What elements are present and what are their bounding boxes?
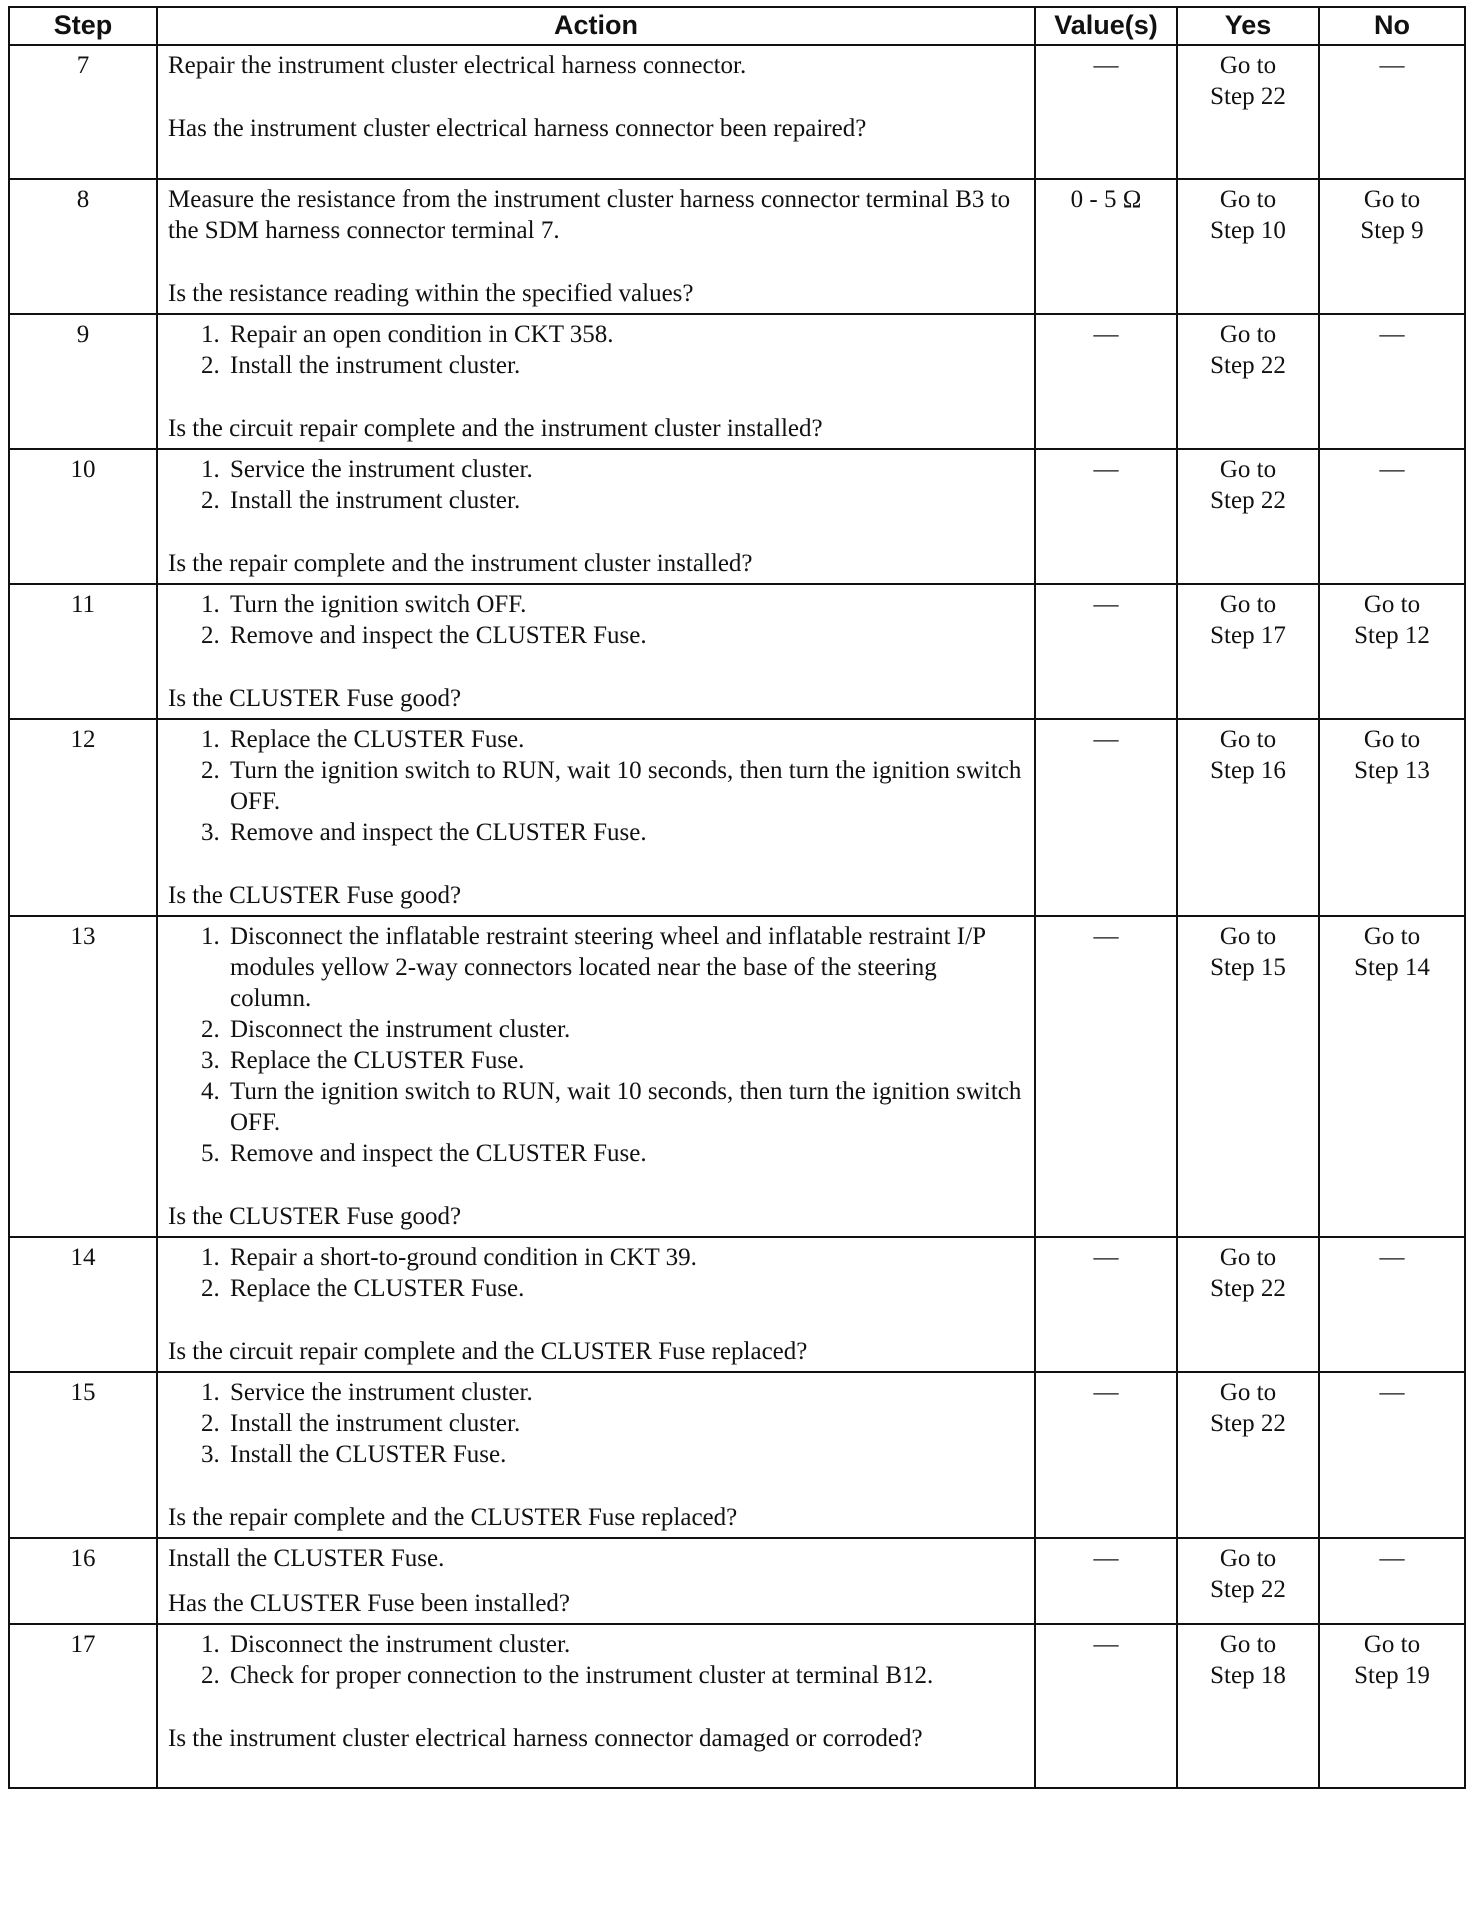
no-cell bbox=[1319, 179, 1465, 314]
action-cell bbox=[157, 719, 1035, 916]
step-number: 10 bbox=[9, 449, 157, 584]
action-step: 1. Repair a short-to-ground condition in CKT 39. bbox=[226, 1242, 1024, 1273]
action-cell bbox=[157, 1538, 1035, 1624]
goto-label: Go to bbox=[1219, 1244, 1277, 1271]
action-step: 1. Turn the ignition switch OFF. bbox=[226, 589, 1024, 620]
no-cell: — bbox=[1319, 1372, 1465, 1538]
value-cell: — bbox=[1035, 449, 1177, 584]
step-number: 17 bbox=[9, 1624, 157, 1788]
action-step: 2. Remove and inspect the CLUSTER Fuse. bbox=[226, 620, 1024, 651]
goto-label: Go to bbox=[1219, 52, 1277, 79]
yes-cell bbox=[1177, 449, 1319, 584]
action-question: Is the circuit repair complete and the CLUSTER Fuse replaced? bbox=[168, 1338, 808, 1365]
value-cell: — bbox=[1035, 1538, 1177, 1624]
goto-step: Step 22 bbox=[1210, 352, 1286, 379]
goto-step: Step 10 bbox=[1210, 217, 1286, 244]
value-cell: — bbox=[1035, 1237, 1177, 1372]
action-question: Is the repair complete and the instrument cluster installed? bbox=[168, 550, 753, 577]
table-header bbox=[9, 7, 1465, 45]
action-question: Is the instrument cluster electrical harness connector damaged or corroded? bbox=[168, 1725, 923, 1752]
action-step: 2. Check for proper connection to the instrument cluster at terminal B12. bbox=[226, 1660, 1024, 1691]
no-cell bbox=[1319, 719, 1465, 916]
goto-step: Step 19 bbox=[1354, 1662, 1430, 1689]
action-step: 1. Replace the CLUSTER Fuse. bbox=[226, 724, 1024, 755]
table-row bbox=[9, 1538, 1465, 1624]
goto-step: Step 22 bbox=[1210, 487, 1286, 514]
step-number: 13 bbox=[9, 916, 157, 1237]
no-cell bbox=[1319, 1624, 1465, 1788]
step-number: 8 bbox=[9, 179, 157, 314]
goto-label: Go to bbox=[1219, 186, 1277, 213]
action-steps bbox=[168, 1629, 1024, 1691]
action-text: Install the CLUSTER Fuse. bbox=[168, 1545, 445, 1572]
yes-cell bbox=[1177, 1538, 1319, 1624]
no-cell: — bbox=[1319, 45, 1465, 179]
goto-label: Go to bbox=[1219, 1631, 1277, 1658]
goto-step: Step 14 bbox=[1354, 954, 1430, 981]
goto-step: Step 22 bbox=[1210, 1576, 1286, 1603]
no-cell: — bbox=[1319, 1538, 1465, 1624]
action-cell bbox=[157, 449, 1035, 584]
action-question: Is the repair complete and the CLUSTER Fuse replaced? bbox=[168, 1504, 738, 1531]
action-step: 2. Install the instrument cluster. bbox=[226, 1408, 1024, 1439]
goto-step: Step 22 bbox=[1210, 1410, 1286, 1437]
action-cell bbox=[157, 916, 1035, 1237]
goto-step: Step 9 bbox=[1360, 217, 1424, 244]
value-cell: — bbox=[1035, 1372, 1177, 1538]
action-question: Is the resistance reading within the specified values? bbox=[168, 280, 694, 307]
yes-cell bbox=[1177, 1372, 1319, 1538]
action-step: 3. Remove and inspect the CLUSTER Fuse. bbox=[226, 817, 1024, 848]
action-text: Repair the instrument cluster electrical harness connector. bbox=[168, 52, 747, 79]
action-step: 1. Repair an open condition in CKT 358. bbox=[226, 319, 1024, 350]
table-row bbox=[9, 1237, 1465, 1372]
goto-label: Go to bbox=[1363, 186, 1421, 213]
value-cell: — bbox=[1035, 719, 1177, 916]
goto-step: Step 16 bbox=[1210, 757, 1286, 784]
yes-cell bbox=[1177, 45, 1319, 179]
goto-step: Step 17 bbox=[1210, 622, 1286, 649]
value-cell: — bbox=[1035, 314, 1177, 449]
goto-step: Step 15 bbox=[1210, 954, 1286, 981]
goto-label: Go to bbox=[1363, 923, 1421, 950]
action-question: Is the CLUSTER Fuse good? bbox=[168, 882, 462, 909]
goto-step: Step 12 bbox=[1354, 622, 1430, 649]
goto-step: Step 18 bbox=[1210, 1662, 1286, 1689]
no-cell: — bbox=[1319, 449, 1465, 584]
action-step: 1. Service the instrument cluster. bbox=[226, 1377, 1024, 1408]
header-row bbox=[9, 7, 1465, 45]
action-question: Is the CLUSTER Fuse good? bbox=[168, 685, 462, 712]
yes-cell bbox=[1177, 314, 1319, 449]
yes-cell bbox=[1177, 584, 1319, 719]
action-step: 1. Disconnect the inflatable restraint steering wheel and inflatable restraint I/P modules yellow 2-way connectors located near the base of the steering column. bbox=[226, 921, 1024, 1014]
action-step: 3. Install the CLUSTER Fuse. bbox=[226, 1439, 1024, 1470]
step-number: 7 bbox=[9, 45, 157, 179]
action-steps bbox=[168, 454, 1024, 516]
step-number: 9 bbox=[9, 314, 157, 449]
goto-step: Step 13 bbox=[1354, 757, 1430, 784]
action-step: 2. Disconnect the instrument cluster. bbox=[226, 1014, 1024, 1045]
action-steps bbox=[168, 1242, 1024, 1304]
action-question: Has the instrument cluster electrical harness connector been repaired? bbox=[168, 115, 867, 142]
yes-cell bbox=[1177, 1237, 1319, 1372]
action-cell bbox=[157, 584, 1035, 719]
action-step: 2. Turn the ignition switch to RUN, wait 10 seconds, then turn the ignition switch OFF. bbox=[226, 755, 1024, 817]
action-steps bbox=[168, 589, 1024, 651]
action-step: 5. Remove and inspect the CLUSTER Fuse. bbox=[226, 1138, 1024, 1169]
action-cell bbox=[157, 179, 1035, 314]
action-step: 2. Replace the CLUSTER Fuse. bbox=[226, 1273, 1024, 1304]
action-cell bbox=[157, 1237, 1035, 1372]
goto-label: Go to bbox=[1219, 456, 1277, 483]
header-action: Action bbox=[157, 7, 1035, 45]
header-step: Step bbox=[9, 7, 157, 45]
action-question: Is the circuit repair complete and the instrument cluster installed? bbox=[168, 415, 823, 442]
table-body bbox=[9, 45, 1465, 1788]
value-cell: — bbox=[1035, 1624, 1177, 1788]
goto-label: Go to bbox=[1219, 1379, 1277, 1406]
yes-cell bbox=[1177, 719, 1319, 916]
action-step: 2. Install the instrument cluster. bbox=[226, 485, 1024, 516]
goto-label: Go to bbox=[1219, 591, 1277, 618]
action-steps bbox=[168, 1377, 1024, 1470]
table-row bbox=[9, 1372, 1465, 1538]
table-row bbox=[9, 719, 1465, 916]
step-number: 16 bbox=[9, 1538, 157, 1624]
yes-cell bbox=[1177, 179, 1319, 314]
yes-cell bbox=[1177, 916, 1319, 1237]
table-row bbox=[9, 314, 1465, 449]
header-values: Value(s) bbox=[1035, 7, 1177, 45]
goto-label: Go to bbox=[1219, 1545, 1277, 1572]
action-step: 4. Turn the ignition switch to RUN, wait 10 seconds, then turn the ignition switch OFF. bbox=[226, 1076, 1024, 1138]
goto-label: Go to bbox=[1219, 321, 1277, 348]
action-question: Has the CLUSTER Fuse been installed? bbox=[168, 1590, 571, 1617]
action-steps bbox=[168, 921, 1024, 1169]
goto-label: Go to bbox=[1363, 591, 1421, 618]
table-row bbox=[9, 45, 1465, 179]
value-cell: — bbox=[1035, 916, 1177, 1237]
goto-step: Step 22 bbox=[1210, 83, 1286, 110]
action-step: 2. Install the instrument cluster. bbox=[226, 350, 1024, 381]
action-cell bbox=[157, 1372, 1035, 1538]
step-number: 14 bbox=[9, 1237, 157, 1372]
action-question: Is the CLUSTER Fuse good? bbox=[168, 1203, 462, 1230]
action-text: Measure the resistance from the instrument cluster harness connector terminal B3 to the SDM harness connector terminal 7. bbox=[168, 186, 1011, 244]
goto-step: Step 22 bbox=[1210, 1275, 1286, 1302]
no-cell: — bbox=[1319, 1237, 1465, 1372]
action-step: 3. Replace the CLUSTER Fuse. bbox=[226, 1045, 1024, 1076]
table-row bbox=[9, 179, 1465, 314]
header-no: No bbox=[1319, 7, 1465, 45]
value-cell: — bbox=[1035, 45, 1177, 179]
goto-label: Go to bbox=[1363, 726, 1421, 753]
table-row bbox=[9, 584, 1465, 719]
no-cell bbox=[1319, 916, 1465, 1237]
value-cell: — bbox=[1035, 584, 1177, 719]
action-cell bbox=[157, 45, 1035, 179]
step-number: 12 bbox=[9, 719, 157, 916]
goto-label: Go to bbox=[1363, 1631, 1421, 1658]
no-cell: — bbox=[1319, 314, 1465, 449]
step-number: 11 bbox=[9, 584, 157, 719]
action-cell bbox=[157, 314, 1035, 449]
header-yes: Yes bbox=[1177, 7, 1319, 45]
table-row bbox=[9, 1624, 1465, 1788]
action-cell bbox=[157, 1624, 1035, 1788]
step-number: 15 bbox=[9, 1372, 157, 1538]
value-cell: 0 - 5 Ω bbox=[1035, 179, 1177, 314]
action-steps bbox=[168, 319, 1024, 381]
yes-cell bbox=[1177, 1624, 1319, 1788]
action-step: 1. Service the instrument cluster. bbox=[226, 454, 1024, 485]
action-steps bbox=[168, 724, 1024, 848]
diagnostic-table bbox=[8, 6, 1466, 1789]
goto-label: Go to bbox=[1219, 726, 1277, 753]
table-row bbox=[9, 916, 1465, 1237]
action-step: 1. Disconnect the instrument cluster. bbox=[226, 1629, 1024, 1660]
goto-label: Go to bbox=[1219, 923, 1277, 950]
no-cell bbox=[1319, 584, 1465, 719]
table-row bbox=[9, 449, 1465, 584]
